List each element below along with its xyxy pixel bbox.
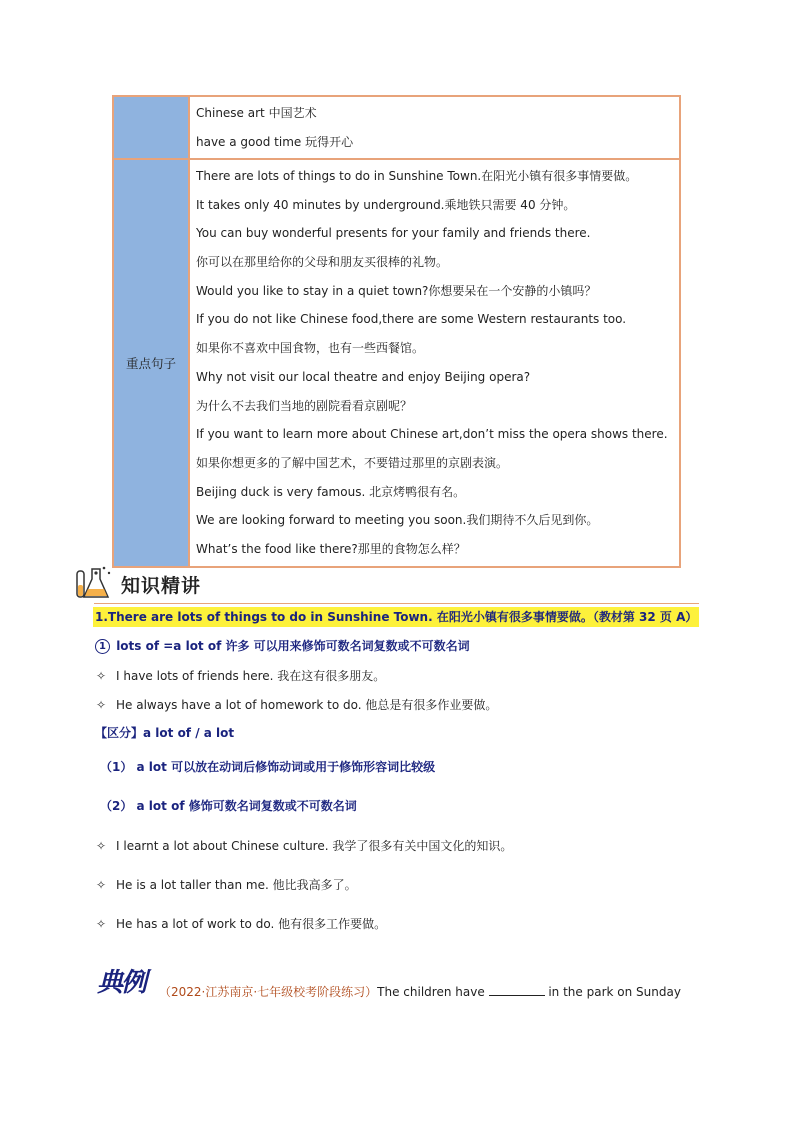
distinguish-item: （1） a lot 可以放在动词后修饰动词或用于修饰形容词比较级 xyxy=(100,760,436,774)
sentence-line: Would you like to stay in a quiet town?你想要呆在一个安静的小镇吗？ xyxy=(196,283,597,298)
answer-blank[interactable] xyxy=(489,985,545,996)
diamond-bullet-icon: ✧ xyxy=(96,917,107,931)
circled-number: 1 xyxy=(95,639,110,654)
question-source: （2022·江苏南京·七年级校考阶段练习） xyxy=(159,985,378,999)
section-divider xyxy=(94,603,699,604)
diamond-bullet-icon: ✧ xyxy=(96,698,107,712)
sentence-line: Beijing duck is very famous. 北京烤鸭很有名。 xyxy=(196,484,466,499)
sentences-cell xyxy=(190,160,679,566)
section-title: 知识精讲 xyxy=(121,575,202,597)
phrases-cell xyxy=(190,97,679,158)
sentence-line: 如果你不喜欢中国食物，也有一些西餐馆。 xyxy=(196,341,425,356)
sentence-line: Why not visit our local theatre and enjoy Beijing opera? xyxy=(196,369,531,384)
distinguish-item: （2） a lot of 修饰可数名词复数或不可数名词 xyxy=(100,799,357,813)
example-line: ✧ I learnt a lot about Chinese culture. 我学了很多有关中国文化的知识。 xyxy=(96,839,513,853)
sentence-line: 你可以在那里给你的父母和朋友买很棒的礼物。 xyxy=(196,255,449,270)
lab-flask-icon xyxy=(74,565,116,603)
sub-point xyxy=(95,637,470,654)
sub-point-text: lots of =a lot of 许多 可以用来修饰可数名词复数或不可数名词 xyxy=(116,639,470,653)
table-row-label: 重点句子 xyxy=(114,160,190,566)
sentence-line: If you want to learn more about Chinese art,don’t miss the opera shows there. xyxy=(196,427,668,442)
example-question xyxy=(97,962,707,998)
sentence-line: 为什么不去我们当地的剧院看看京剧呢？ xyxy=(196,398,413,413)
sentence-line: We are looking forward to meeting you soon.我们期待不久后见到你。 xyxy=(196,513,599,528)
sentence-line: There are lots of things to do in Sunshine Town.在阳光小镇有很多事情要做。 xyxy=(196,169,638,183)
example-badge: 典例 xyxy=(97,968,146,998)
sentence-line: What’s the food like there?那里的食物怎么样？ xyxy=(196,541,466,556)
distinguish-heading: 【区分】a lot of / a lot xyxy=(95,726,235,740)
phrase-line: have a good time 玩得开心 xyxy=(196,134,354,149)
example-line: ✧ I have lots of friends here. 我在这有很多朋友。 xyxy=(96,669,386,683)
table-row-sentences xyxy=(114,158,679,566)
example-line: ✧ He is a lot taller than me. 他比我高多了。 xyxy=(96,878,357,892)
phrase-line: Chinese art 中国艺术 xyxy=(196,106,317,120)
example-line: ✧ He has a lot of work to do. 他有很多工作要做。 xyxy=(96,917,387,931)
sentence-line: It takes only 40 minutes by underground.乘地铁只需要 40 分钟。 xyxy=(196,197,576,212)
example-line: ✧ He always have a lot of homework to do. 他总是有很多作业要做。 xyxy=(96,698,498,712)
sentence-line: You can buy wonderful presents for your family and friends there. xyxy=(196,226,591,241)
sentence-line: 如果你想更多的了解中国艺术，不要错过那里的京剧表演。 xyxy=(196,455,509,470)
table-row-phrases xyxy=(114,97,679,158)
diamond-bullet-icon: ✧ xyxy=(96,878,107,892)
section-header xyxy=(74,565,699,605)
point-heading: 1.There are lots of things to do in Sunshine Town. 在阳光小镇有很多事情要做。（教材第 32 页 A） xyxy=(93,607,699,627)
diamond-bullet-icon: ✧ xyxy=(96,669,107,683)
question-text: （2022·江苏南京·七年级校考阶段练习）The children have in the park on Sunday xyxy=(159,985,681,999)
key-content-table xyxy=(112,95,681,568)
table-row-label-empty xyxy=(114,97,190,158)
sentence-line: If you do not like Chinese food,there are some Western restaurants too. xyxy=(196,312,627,327)
diamond-bullet-icon: ✧ xyxy=(96,839,107,853)
